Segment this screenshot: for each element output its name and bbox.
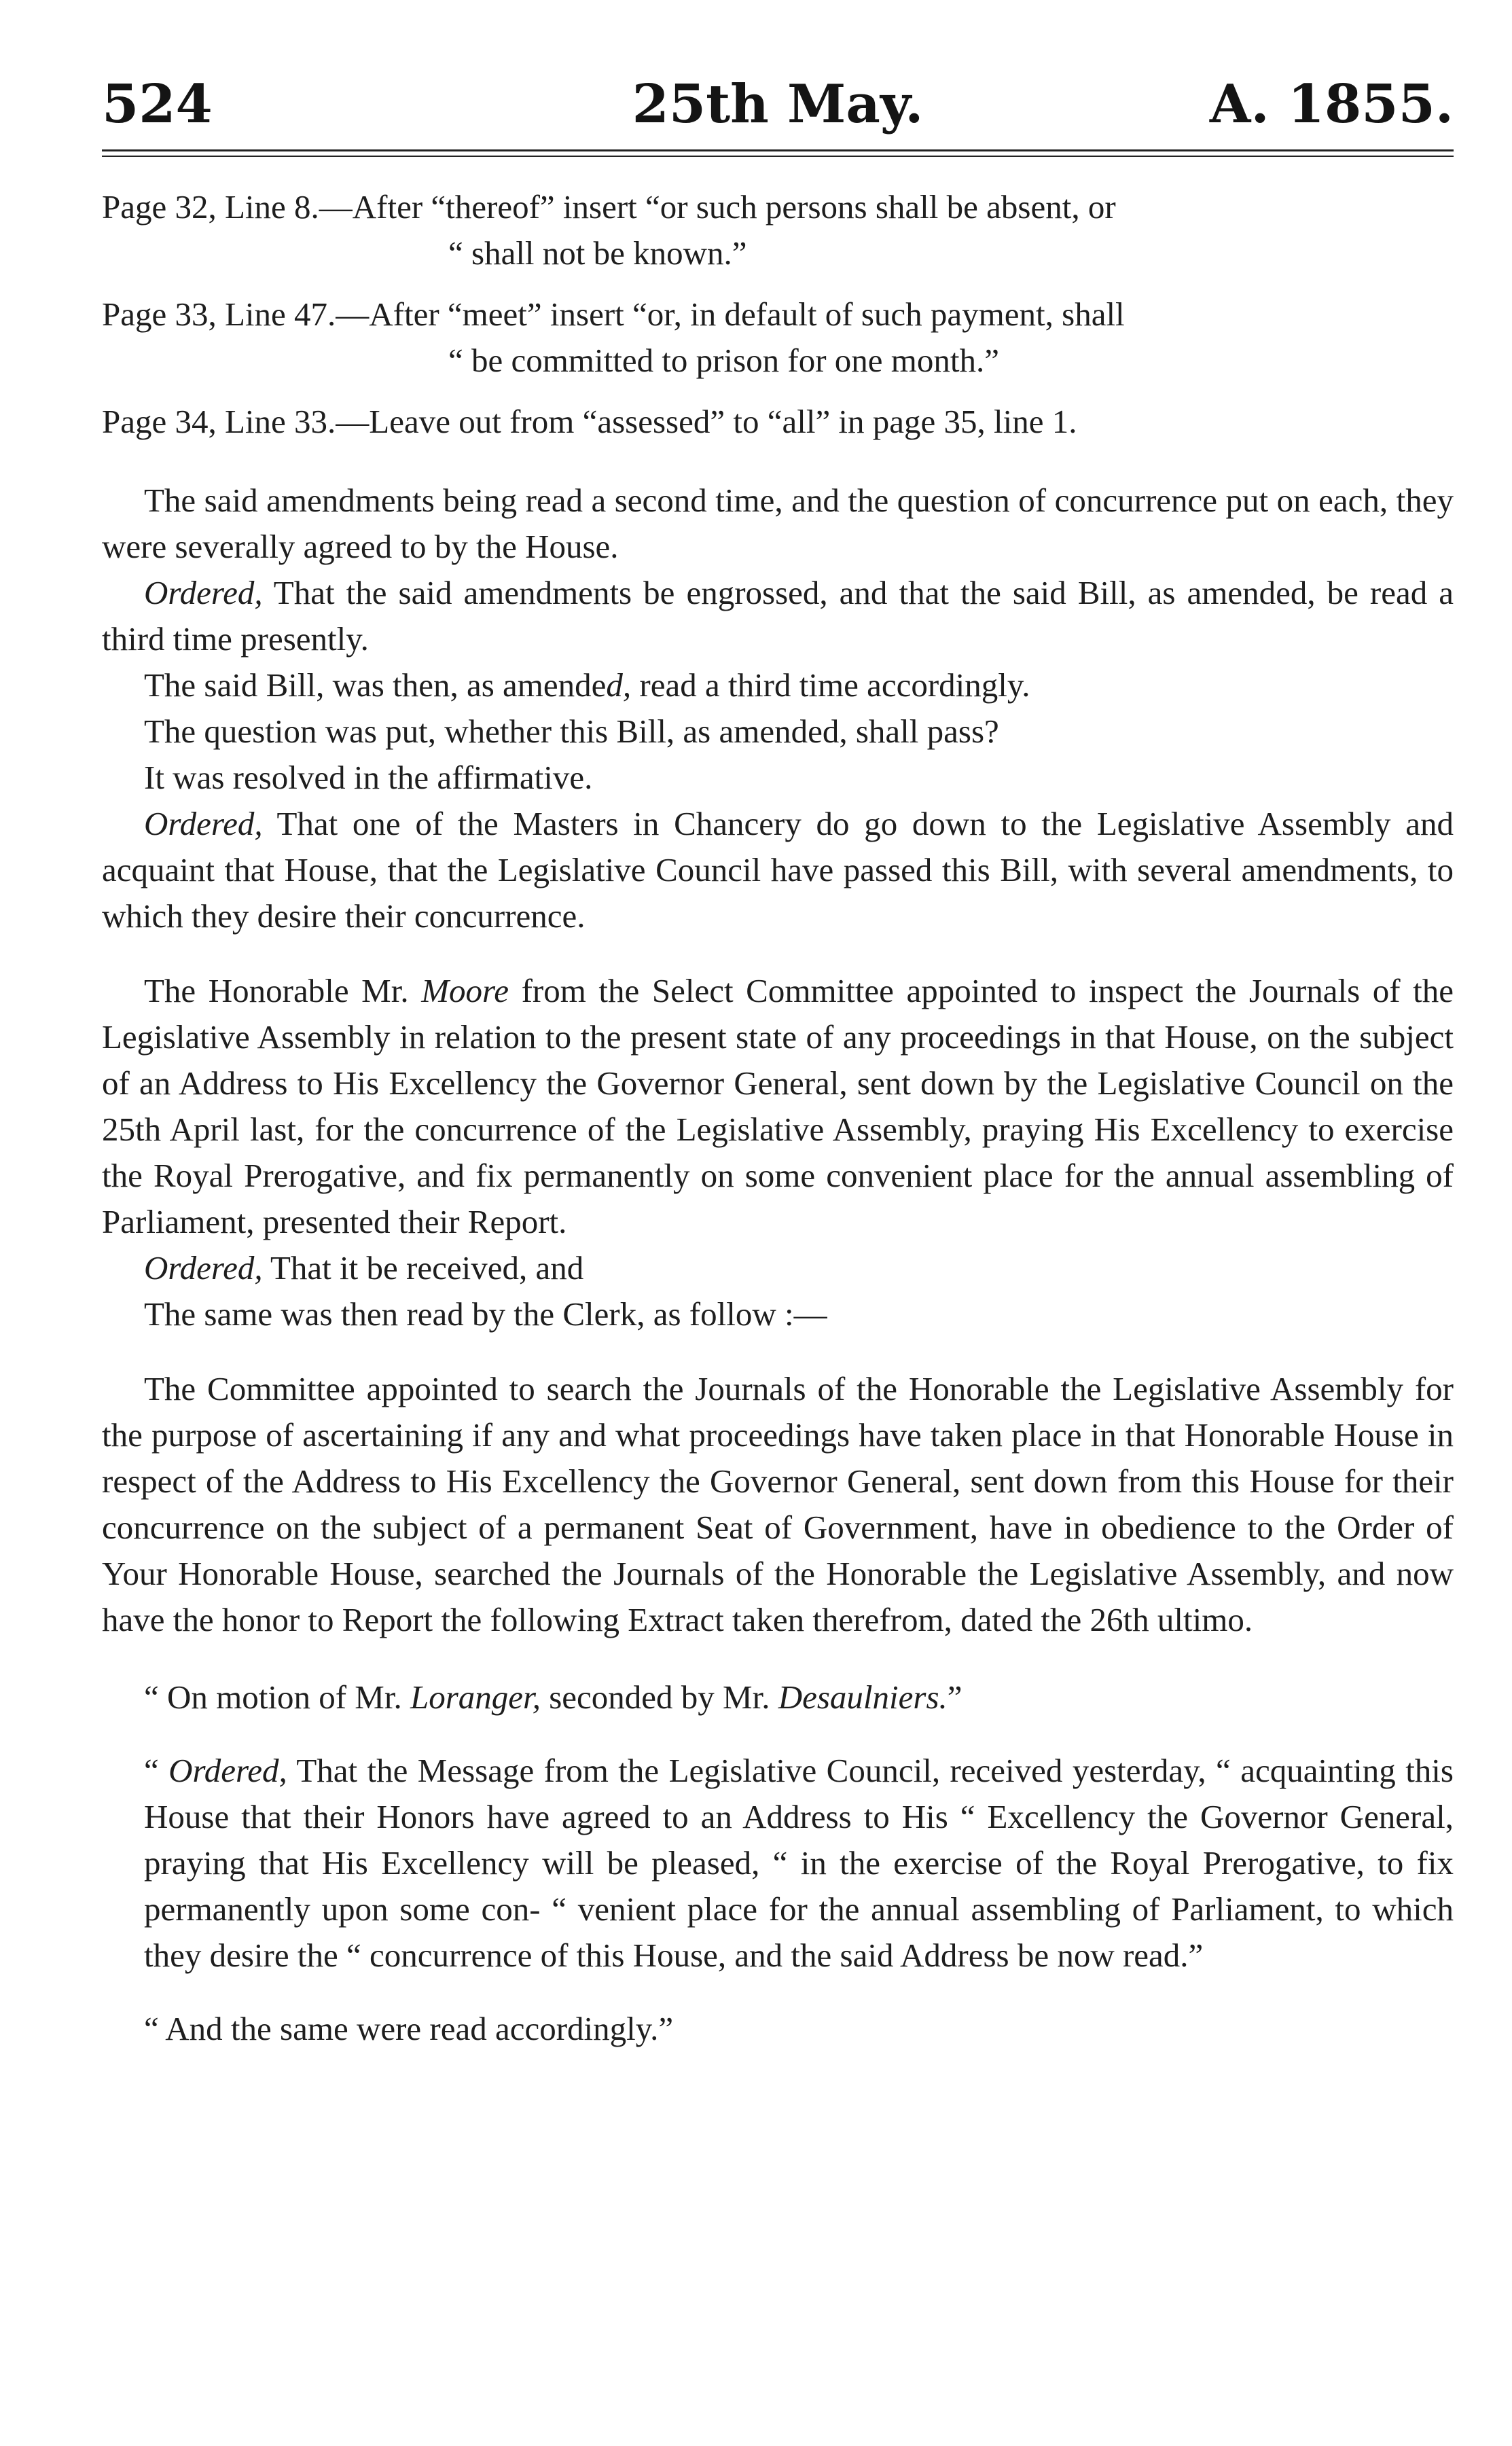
paragraph [102, 662, 1454, 708]
ordered-label: Ordered, [168, 1752, 287, 1789]
paragraph: The question was put, whether this Bill, as amended, shall pass? [144, 713, 999, 750]
ordered-label: Ordered, [144, 574, 263, 611]
paragraph-text: read a third time accordingly. [631, 666, 1030, 704]
ordered-label: Ordered, [144, 1249, 263, 1287]
document-page [102, 61, 1454, 2425]
paragraph-text: from the Select Committee appointed to inspect the Journals of the Legislative Assembly in relation to the present state of any proceedings in that House, on the subject of an Address to His Excellency the Governor General, sent down by the Legislative Council on the 25th April last, for the concurrence of the Legislative Assembly, praying His Excellency to exercise the Royal Prerogative, and fix permanently on some convenient place for the annual assembling of Parliament, presented their Report. [102, 972, 1454, 1240]
italic-text: d, [606, 666, 632, 704]
quote-text: ” [947, 1678, 962, 1716]
member-name: Loranger, [410, 1678, 541, 1716]
quoted-closing: “ And the same were read accordingly.” [144, 2010, 674, 2047]
amendment-item [102, 184, 1454, 276]
quoted-order [102, 1748, 1454, 1979]
amendment-line: Page 34, Line 33.—Leave out from “assessed” to “all” in page 35, line 1. [102, 403, 1077, 440]
committee-report: The Committee appointed to search the Journals of the Honorable the Legislative Assembly for the purpose of ascertaining if any and what proceedings have taken place in that Honorable House in respect of the Address to His Excellency the Governor General, sent down from this House for their concurrence on the subject of a permanent Seat of Government, have in obedience to the Order of Your Honorable House, searched the Journals of the Honorable the Legislative Assembly, and now have the honor to Report the following Extract taken therefrom, dated the 26th ultimo. [102, 1370, 1454, 1638]
paragraph [102, 570, 1454, 662]
paragraph-text: The Honorable Mr. [144, 972, 422, 1009]
paragraph: It was resolved in the affirmative. [144, 759, 593, 796]
page-number: 524 [102, 73, 213, 135]
paragraph: The said amendments being read a second time, and the question of concurrence put on each, they were severally agreed to by the House. [102, 482, 1454, 565]
amendment-line: Page 33, Line 47.—After “meet” insert “or, in default of such payment, shall [102, 295, 1125, 333]
amendment-item [102, 399, 1454, 445]
amendment-line: Page 32, Line 8.—After “thereof” insert “or such persons shall be absent, or [102, 188, 1116, 226]
member-name: Moore [421, 972, 509, 1009]
header-rule [102, 149, 1454, 157]
paragraph-text: That one of the Masters in Chancery do go down to the Legislative Assembly and acquaint that House, that the Legislative Council have passed this Bill, with several amendments, to which they desire their concurrence. [102, 805, 1454, 935]
paragraph [102, 1245, 1454, 1291]
header-date: 25th May. [632, 73, 924, 135]
paragraph-text: That it be received, and [262, 1249, 584, 1287]
paragraph-text: The said Bill, was then, as amende [144, 666, 607, 704]
amendment-continuation: “ be committed to prison for one month.” [448, 342, 1000, 379]
quote-text: That the Message from the Legislative Council, received yesterday, “ acquainting this House that their Honors have agreed to an Address to His “ Excellency the Governor General, praying that His Excellency will be pleased, “ in the exercise of the Royal Prerogative, to fix permanently upon some con- “ venient place for the annual assembling of Parliament, to which they desire the “ concurrence of this House, and the said Address be now read.” [144, 1752, 1454, 1974]
amendment-continuation: “ shall not be known.” [448, 234, 747, 272]
quoted-motion [102, 1674, 1454, 1721]
paragraph-text: That the said amendments be engrossed, and that the said Bill, as amended, be read a third time presently. [102, 574, 1454, 658]
page-body [102, 184, 1454, 2052]
paragraph: The same was then read by the Clerk, as follow :— [144, 1295, 827, 1333]
quote-open: “ [144, 1752, 169, 1789]
paragraph [102, 968, 1454, 1245]
paragraph [102, 801, 1454, 939]
quote-text: seconded by Mr. [540, 1678, 778, 1716]
header-year: A. 1855. [1209, 73, 1454, 135]
page-header [102, 61, 1454, 149]
member-name: Desaulniers. [778, 1678, 948, 1716]
ordered-label: Ordered, [144, 805, 263, 842]
quote-text: “ On motion of Mr. [144, 1678, 410, 1716]
amendment-item [102, 291, 1454, 384]
